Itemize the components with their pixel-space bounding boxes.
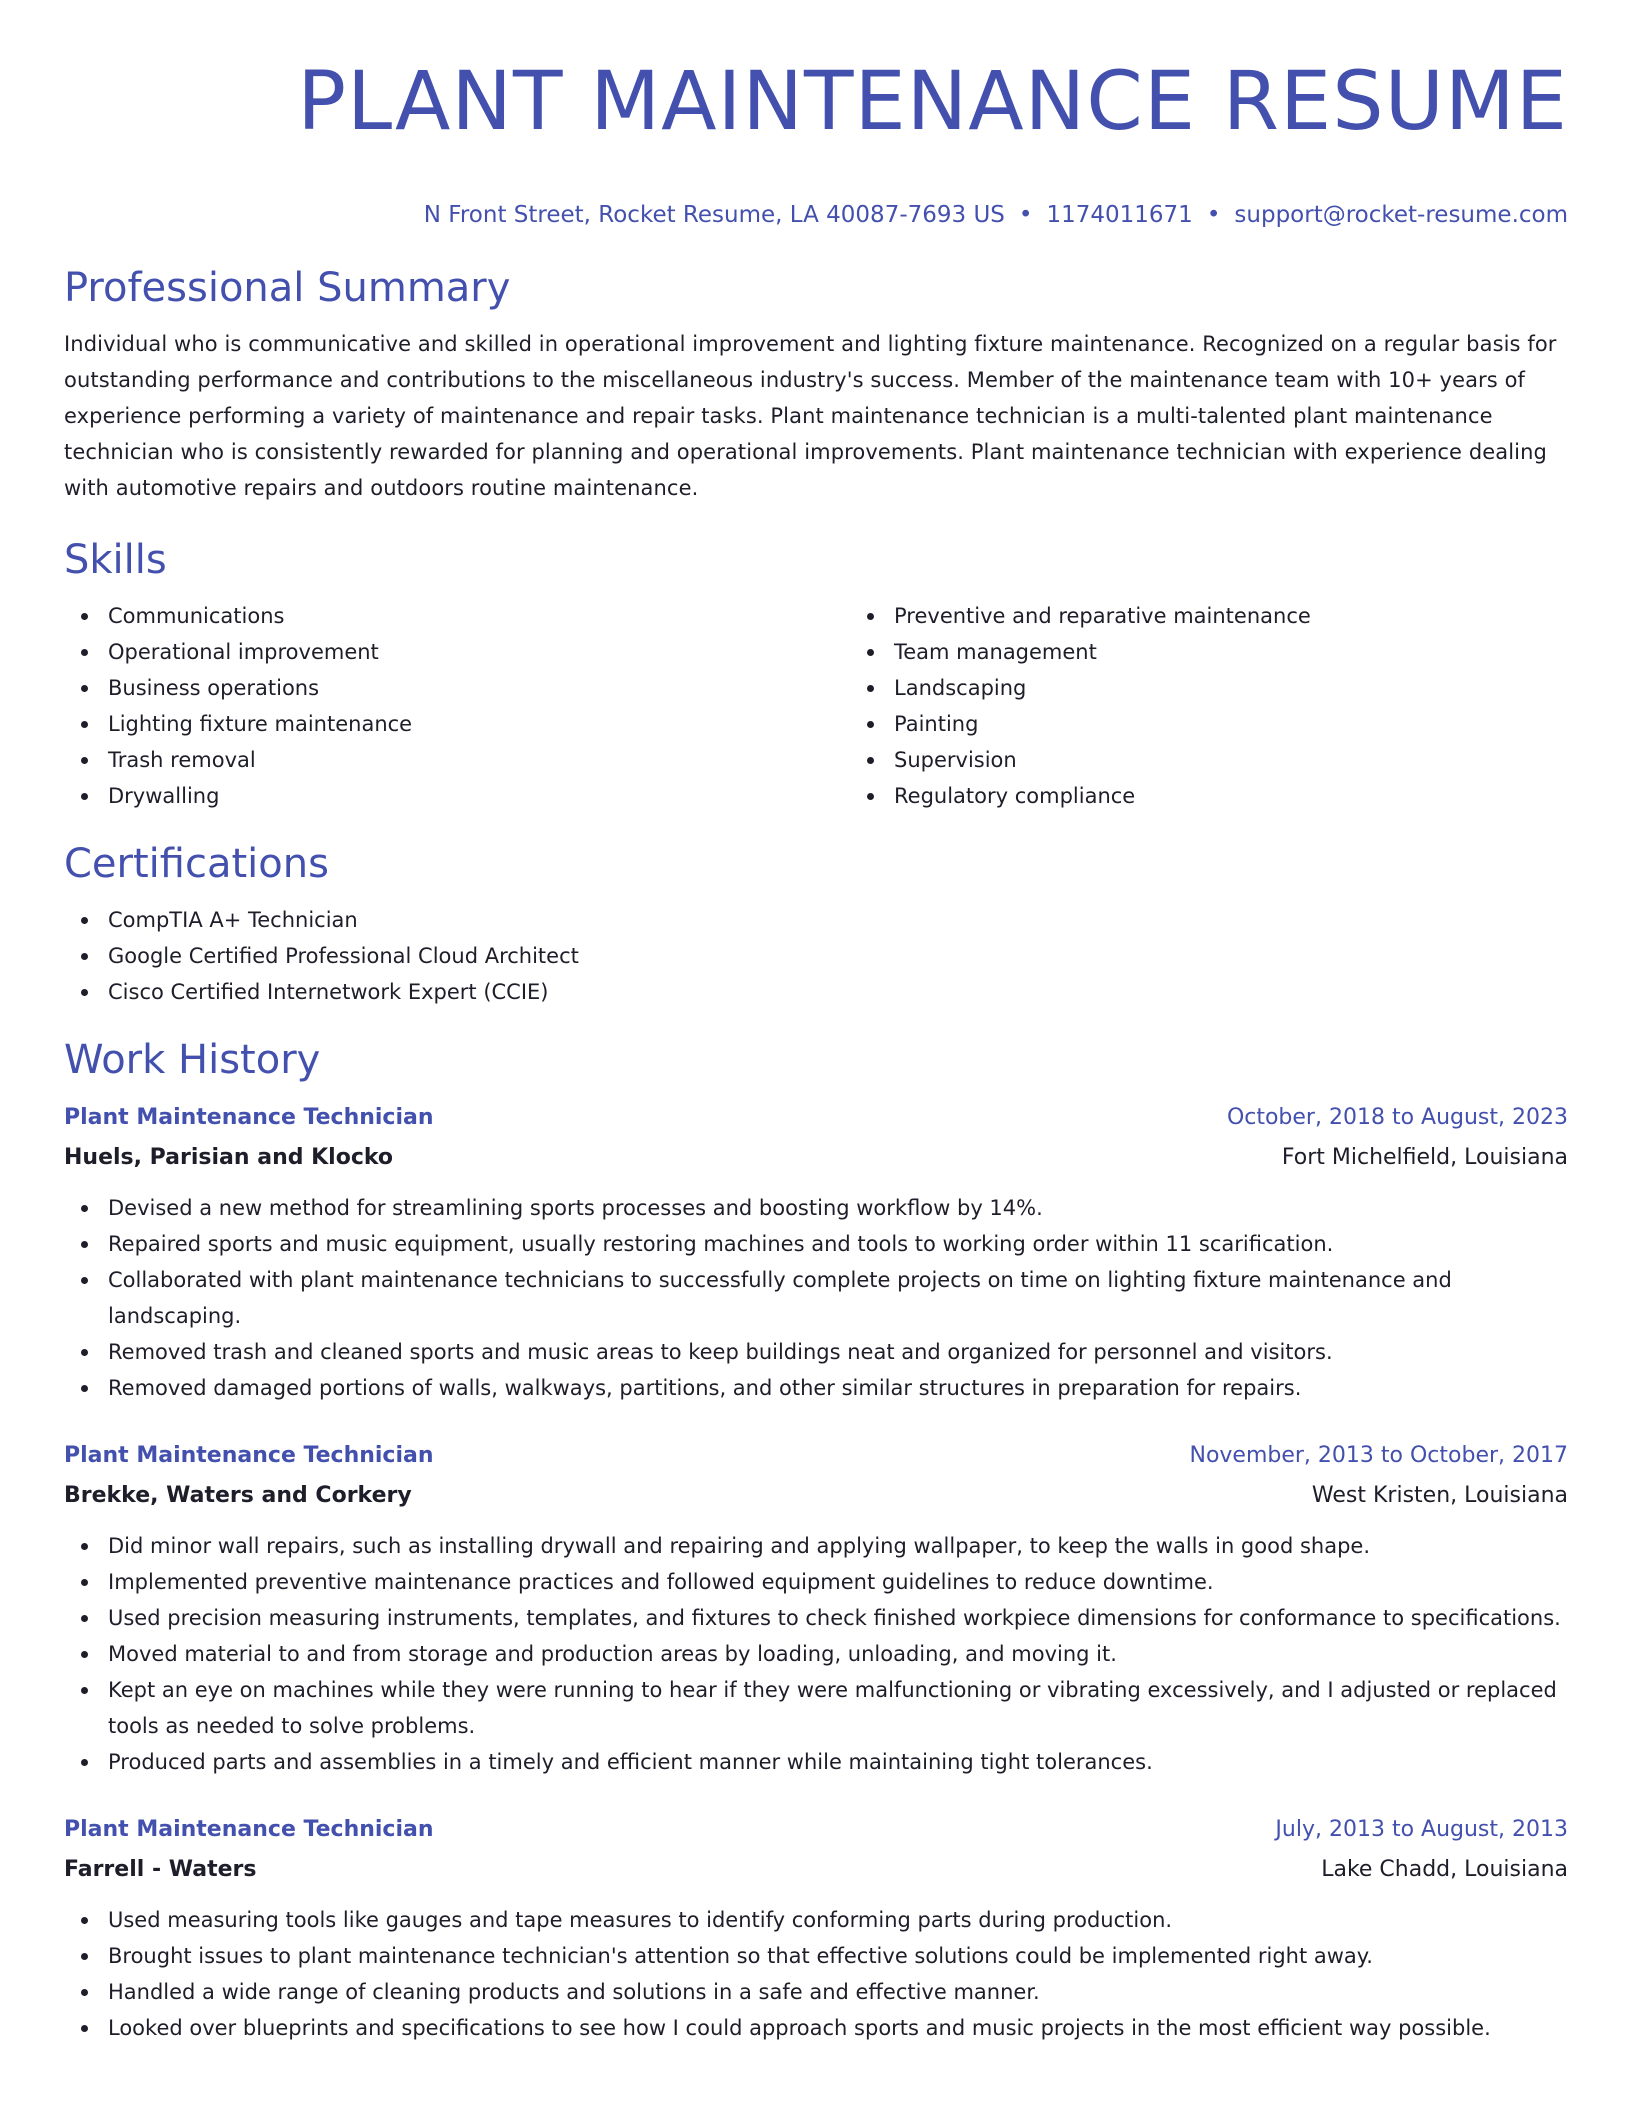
skill-item: Business operations xyxy=(108,670,850,706)
job-bullet: Devised a new method for streamlining sports processes and boosting workflow by 14%. xyxy=(108,1190,1568,1226)
contact-line xyxy=(64,200,1568,230)
job-bullet: Moved material to and from storage and production areas by loading, unloading, and moving it. xyxy=(108,1636,1568,1672)
skills-list-right xyxy=(850,598,1632,814)
job-bullet: Did minor wall repairs, such as installing drywall and repairing and applying wallpaper, to keep the walls in good shape. xyxy=(108,1528,1568,1564)
job-bullet: Removed trash and cleaned sports and music areas to keep buildings neat and organized for personnel and visitors. xyxy=(108,1334,1568,1370)
job-location: West Kristen, Louisiana xyxy=(1311,1483,1568,1508)
work-history-heading: Work History xyxy=(64,1037,321,1083)
job-bullet: Used measuring tools like gauges and tape measures to identify conforming parts during production. xyxy=(108,1902,1568,1938)
certifications-list xyxy=(64,902,1568,1010)
contact-address: N Front Street, Rocket Resume, LA 40087-7693 US xyxy=(423,202,1005,228)
summary-text: Individual who is communicative and skilled in operational improvement and lighting fixture maintenance. Recognized on a regular basis for outstanding performance and contributions to the miscellaneous industry's success. Member of the maintenance team with 10+ years of experience performing a variety of maintenance and repair tasks. Plant maintenance technician is a multi-talented plant maintenance technician who is consistently rewarded for planning and operational improvements. Plant maintenance technician with experience dealing with automotive repairs and outdoors routine maintenance. xyxy=(64,332,1557,500)
job-bullet: Repaired sports and music equipment, usually restoring machines and tools to working order within 11 scarification. xyxy=(108,1226,1568,1262)
job-dates: October, 2018 to August, 2023 xyxy=(1226,1105,1568,1130)
job-bullet: Looked over blueprints and specifications to see how I could approach sports and music projects in the most efficient way possible. xyxy=(108,2010,1568,2046)
summary-heading: Professional Summary xyxy=(64,265,511,311)
job-company: Brekke, Waters and Corkery xyxy=(64,1483,412,1508)
job-header-row xyxy=(64,1098,1568,1138)
job-bullet: Brought issues to plant maintenance technician's attention so that effective solutions could be implemented right away. xyxy=(108,1938,1568,1974)
job-bullets xyxy=(64,1528,1568,1780)
job-entry xyxy=(64,1436,1568,1780)
contact-separator: • xyxy=(1206,202,1221,228)
job-bullet: Collaborated with plant maintenance technicians to successfully complete projects on time on lighting fixture maintenance and landscaping. xyxy=(108,1262,1568,1334)
job-location: Fort Michelfield, Louisiana xyxy=(1281,1145,1568,1170)
job-bullet: Produced parts and assemblies in a timely and efficient manner while maintaining tight tolerances. xyxy=(108,1744,1568,1780)
job-entry xyxy=(64,1098,1568,1406)
job-bullet: Handled a wide range of cleaning products and solutions in a safe and effective manner. xyxy=(108,1974,1568,2010)
skill-item: Drywalling xyxy=(108,778,850,814)
job-bullet: Used precision measuring instruments, templates, and fixtures to check finished workpiece dimensions for conformance to specifications. xyxy=(108,1600,1568,1636)
skills-list-left xyxy=(64,598,850,814)
contact-separator: • xyxy=(1018,202,1033,228)
resume-title: PLANT MAINTENANCE RESUME xyxy=(297,55,1568,149)
job-bullet: Implemented preventive maintenance practices and followed equipment guidelines to reduce downtime. xyxy=(108,1564,1568,1600)
job-entry xyxy=(64,1810,1568,2046)
job-dates: July, 2013 to August, 2013 xyxy=(1275,1817,1568,1842)
job-header-row xyxy=(64,1810,1568,1850)
job-company-row xyxy=(64,1138,1568,1178)
skill-item: Team management xyxy=(894,634,1632,670)
job-title: Plant Maintenance Technician xyxy=(64,1443,434,1468)
job-title: Plant Maintenance Technician xyxy=(64,1105,434,1130)
job-company-row xyxy=(64,1850,1568,1890)
contact-email[interactable]: support@rocket-resume.com xyxy=(1234,202,1568,228)
job-location: Lake Chadd, Louisiana xyxy=(1321,1857,1568,1882)
job-header-row xyxy=(64,1436,1568,1476)
skills-columns xyxy=(64,598,1568,814)
job-bullet: Kept an eye on machines while they were running to hear if they were malfunctioning or vibrating excessively, and I adjusted or replaced tools as needed to solve problems. xyxy=(108,1672,1568,1744)
contact-phone: 1174011671 xyxy=(1046,202,1193,228)
job-company: Huels, Parisian and Klocko xyxy=(64,1145,394,1170)
skill-item: Landscaping xyxy=(894,670,1632,706)
job-bullets xyxy=(64,1902,1568,2046)
skill-item: Communications xyxy=(108,598,850,634)
skill-item: Operational improvement xyxy=(108,634,850,670)
resume-header xyxy=(64,50,1568,230)
skills-heading: Skills xyxy=(64,537,167,583)
certification-item: CompTIA A+ Technician xyxy=(108,902,1568,938)
certifications-heading: Certifications xyxy=(64,841,329,887)
skill-item: Supervision xyxy=(894,742,1632,778)
skill-item: Lighting fixture maintenance xyxy=(108,706,850,742)
job-dates: November, 2013 to October, 2017 xyxy=(1189,1443,1568,1468)
job-company: Farrell - Waters xyxy=(64,1857,257,1882)
skill-item: Trash removal xyxy=(108,742,850,778)
certification-item: Google Certified Professional Cloud Architect xyxy=(108,938,1568,974)
job-bullets xyxy=(64,1190,1568,1406)
certification-item: Cisco Certified Internetwork Expert (CCIE) xyxy=(108,974,1568,1010)
skill-item: Regulatory compliance xyxy=(894,778,1632,814)
job-bullet: Removed damaged portions of walls, walkways, partitions, and other similar structures in preparation for repairs. xyxy=(108,1370,1568,1406)
skill-item: Painting xyxy=(894,706,1632,742)
job-title: Plant Maintenance Technician xyxy=(64,1817,434,1842)
skill-item: Preventive and reparative maintenance xyxy=(894,598,1632,634)
job-company-row xyxy=(64,1476,1568,1516)
